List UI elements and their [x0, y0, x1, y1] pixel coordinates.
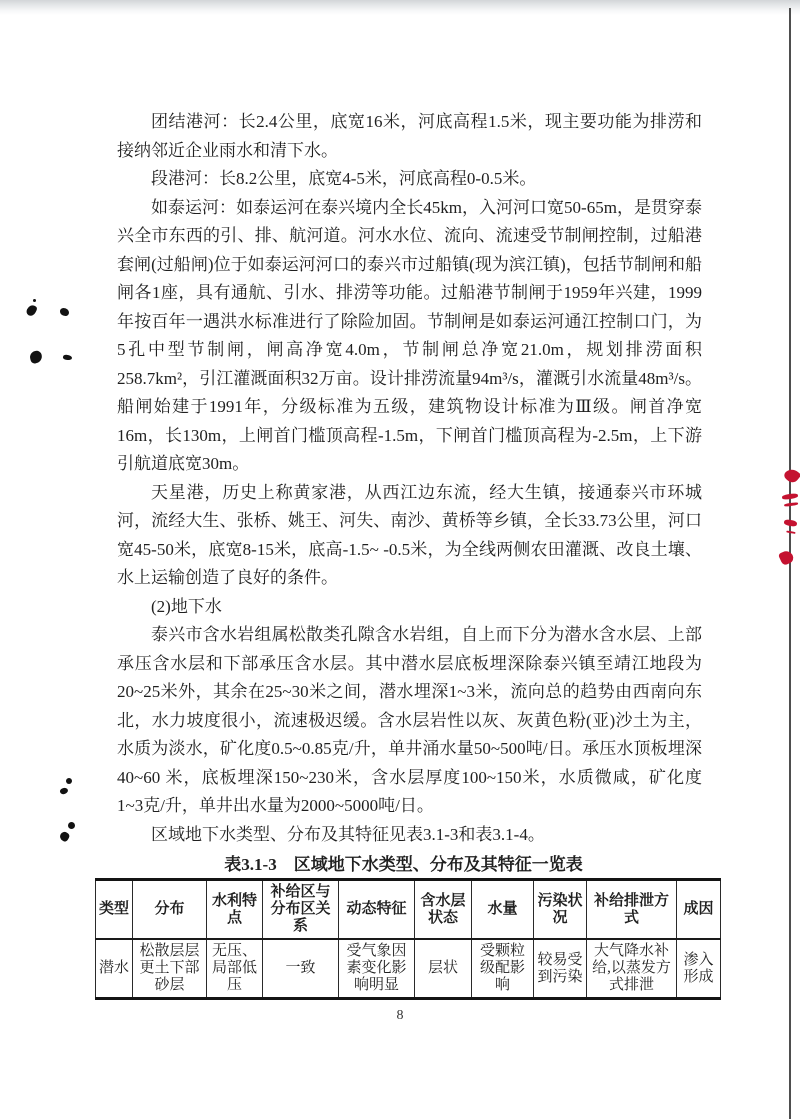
header-cell-pollution-status: 污染状况 — [534, 880, 587, 940]
ink-speck — [60, 308, 69, 316]
ink-speck — [58, 830, 70, 842]
ink-speck — [66, 778, 72, 784]
cell-aquifer-state: 层状 — [415, 939, 472, 999]
cell-hydraulic-feature: 无压、局部低压 — [207, 939, 263, 999]
body-text — [99, 108, 714, 1000]
ink-speck — [29, 350, 44, 365]
cell-dynamic-feature: 受气象因素变化影响明显 — [339, 939, 415, 999]
scan-edge-line — [789, 8, 791, 1119]
header-cell-recharge-discharge: 补给排泄方式 — [587, 880, 677, 940]
paragraph-tuanjiegang-river: 团结港河：长2.4公里，底宽16米，河底高程1.5米，现主要功能为排涝和接纳邻近企业雨水和清下水。 — [117, 112, 702, 160]
cell-distribution: 松散层层更土下部砂层 — [133, 939, 207, 999]
header-cell-distribution: 分布 — [133, 880, 207, 940]
ink-speck — [63, 354, 73, 361]
seal-mark-fragment — [778, 549, 795, 566]
header-cell-aquifer-state: 含水层状态 — [415, 880, 472, 940]
cell-recharge-discharge: 大气降水补给,以蒸发方式排泄 — [587, 939, 677, 999]
table-title: 表3.1-3 区域地下水类型、分布及其特征一览表 — [224, 855, 583, 874]
paragraph-duangang-river: 段港河：长8.2公里，底宽4-5米，河底高程0-0.5米。 — [151, 169, 537, 188]
paragraph-rutai-canal: 如泰运河：如泰运河在泰兴境内全长45km，入河河口宽50-65m，是贯穿泰兴全市东西的引、排、航河道。河水水位、流向、流速受节制闸控制，过船港套闸(过船闸)位于如泰运河河口的泰兴市过船镇(现为滨江镇)，包括节制闸和船闸各1座，具有通航、引水、排涝等功能。过船港节制闸于1959年兴建，1999年按百年一遇洪水标准进行了除险加固。节制闸是如泰运河通江控制口门，为5孔中型节制闸，闸高净宽4.0m，节制闸总净宽21.0m，规划排涝面积258.7km²，引江灌溉面积32万亩。设计排涝流量94m³/s，灌溉引水流量48m³/s。船闸始建于1991年，分级标准为五级，建筑物设计标准为Ⅲ级。闸首净宽16m，长130m，上闸首门槛顶高程-1.5m，下闸首门槛顶高程为-2.5m，上下游引航道底宽30m。 — [117, 197, 702, 473]
header-cell-hydraulic-feature: 水利特点 — [207, 880, 263, 940]
table-header-row — [96, 880, 721, 940]
table-row-phreatic-water — [96, 939, 721, 999]
seal-mark-fragment — [782, 493, 799, 500]
paragraph-tianxing-port: 天星港，历史上称黄家港，从西江边东流，经大生镇，接通泰兴市环城河，流经大生、张桥、姚王、河失、南沙、黄桥等乡镇，全长33.73公里，河口宽45-50米，底宽8-15米，底高-1.5~ -0.5米，为全线两侧农田灌溉、改良土壤、水上运输创造了良好的条件。 — [117, 482, 702, 587]
header-cell-water-volume: 水量 — [472, 880, 534, 940]
page-number: 8 — [396, 1008, 404, 1023]
ink-speck — [59, 787, 69, 795]
ink-speck — [33, 299, 36, 302]
cell-origin: 渗入形成 — [677, 939, 721, 999]
paragraph-groundwater-heading: (2)地下水 — [151, 596, 222, 616]
header-cell-origin: 成因 — [677, 880, 721, 940]
header-cell-dynamic-feature: 动态特征 — [339, 880, 415, 940]
cell-water-volume: 受颗粒级配影响 — [472, 939, 534, 999]
cell-recharge-relation: 一致 — [263, 939, 339, 999]
ink-speck — [68, 822, 75, 829]
paragraph-table-reference: 区域地下水类型、分布及其特征见表3.1-3和表3.1-4。 — [151, 824, 545, 844]
header-cell-type: 类型 — [96, 880, 133, 940]
groundwater-table — [95, 878, 721, 1000]
cell-pollution-status: 较易受到污染 — [534, 939, 587, 999]
groundwater-table-section — [95, 854, 712, 1000]
scan-noise-top — [0, 0, 800, 15]
seal-mark-fragment — [782, 466, 800, 485]
ink-speck — [25, 304, 38, 318]
paragraph-aquifer-description: 泰兴市含水岩组属松散类孔隙含水岩组，自上而下分为潜水含水层、上部承压含水层和下部承压含水层。其中潜水层底板埋深除泰兴镇至靖江地段为20~25米外，其余在25~30米之间，潜水埋深1~3米，流向总的趋势由西南向东北，水力坡度很小，流速极迟缓。含水层岩性以灰、灰黄色粉(亚)沙土为主，水质为淡水，矿化度0.5~0.85克/升，单井涌水量50~500吨/日。承压水顶板埋深40~60 米，底板埋深150~230米，含水层厚度100~150米，水质微咸，矿化度1~3克/升，单井出水量为2000~5000吨/日。 — [117, 625, 702, 815]
seal-mark-fragment — [784, 519, 798, 527]
cell-type: 潜水 — [96, 939, 133, 999]
header-cell-recharge-relation: 补给区与分布区关系 — [263, 880, 339, 940]
